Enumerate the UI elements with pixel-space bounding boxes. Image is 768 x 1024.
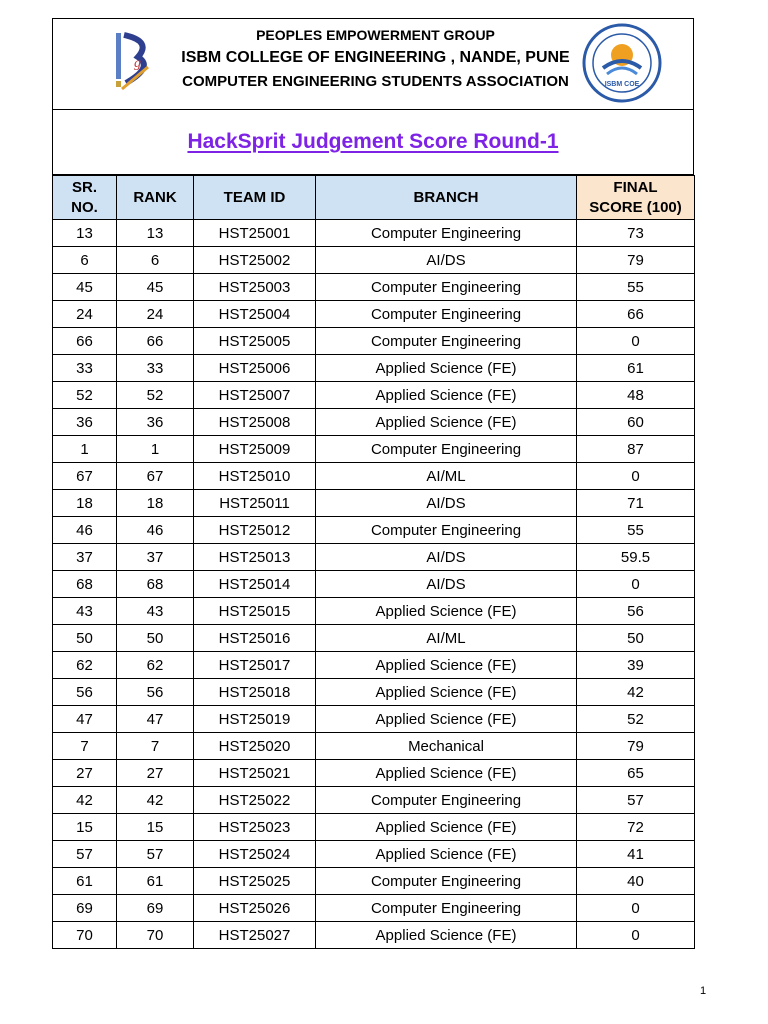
sr-no-cell: 61 (53, 868, 117, 895)
org-name: PEOPLES EMPOWERMENT GROUP (256, 27, 495, 43)
sr-no-cell: 52 (53, 382, 117, 409)
branch-cell: Computer Engineering (316, 436, 577, 463)
team-id-cell: HST25019 (194, 706, 316, 733)
branch-cell: AI/ML (316, 625, 577, 652)
sr-no-cell: 36 (53, 409, 117, 436)
team-id-cell: HST25007 (194, 382, 316, 409)
col-team-id: TEAM ID (194, 176, 316, 220)
branch-cell: AI/DS (316, 544, 577, 571)
branch-cell: Applied Science (FE) (316, 409, 577, 436)
sr-no-cell: 24 (53, 301, 117, 328)
team-id-cell: HST25008 (194, 409, 316, 436)
table-row (53, 760, 695, 787)
branch-cell: Applied Science (FE) (316, 841, 577, 868)
table-row (53, 895, 695, 922)
score-cell: 56 (577, 598, 695, 625)
team-id-cell: HST25016 (194, 625, 316, 652)
rank-cell: 1 (117, 436, 194, 463)
team-id-cell: HST25004 (194, 301, 316, 328)
sr-no-cell: 13 (53, 220, 117, 247)
score-cell: 73 (577, 220, 695, 247)
table-row (53, 652, 695, 679)
branch-cell: Computer Engineering (316, 787, 577, 814)
sr-no-cell: 47 (53, 706, 117, 733)
logo-text: ISBM COE (604, 81, 640, 88)
sr-no-cell: 67 (53, 463, 117, 490)
table-row (53, 922, 695, 949)
branch-cell: Computer Engineering (316, 220, 577, 247)
sr-no-cell: 27 (53, 760, 117, 787)
branch-cell: Computer Engineering (316, 868, 577, 895)
score-cell: 55 (577, 517, 695, 544)
team-id-cell: HST25009 (194, 436, 316, 463)
rank-cell: 62 (117, 652, 194, 679)
sr-no-cell: 43 (53, 598, 117, 625)
score-cell: 0 (577, 328, 695, 355)
rank-cell: 24 (117, 301, 194, 328)
rank-cell: 37 (117, 544, 194, 571)
table-row (53, 625, 695, 652)
score-cell: 48 (577, 382, 695, 409)
branch-cell: Applied Science (FE) (316, 814, 577, 841)
rank-cell: 43 (117, 598, 194, 625)
table-row (53, 598, 695, 625)
score-cell: 52 (577, 706, 695, 733)
score-cell: 72 (577, 814, 695, 841)
table-row (53, 301, 695, 328)
table-row (53, 328, 695, 355)
sr-no-cell: 37 (53, 544, 117, 571)
table-row (53, 355, 695, 382)
sr-no-cell: 46 (53, 517, 117, 544)
team-id-cell: HST25003 (194, 274, 316, 301)
branch-cell: AI/ML (316, 463, 577, 490)
team-id-cell: HST25021 (194, 760, 316, 787)
rank-cell: 50 (117, 625, 194, 652)
rank-cell: 15 (117, 814, 194, 841)
branch-cell: Computer Engineering (316, 517, 577, 544)
score-cell: 50 (577, 625, 695, 652)
score-cell: 42 (577, 679, 695, 706)
table-row (53, 409, 695, 436)
table-row (53, 490, 695, 517)
team-id-cell: HST25027 (194, 922, 316, 949)
team-id-cell: HST25026 (194, 895, 316, 922)
title-row (52, 109, 694, 175)
table-row (53, 517, 695, 544)
college-name: ISBM COLLEGE OF ENGINEERING , NANDE, PUNE (181, 49, 570, 66)
sr-no-cell: 42 (53, 787, 117, 814)
rank-cell: 61 (117, 868, 194, 895)
page-number: 1 (700, 985, 707, 997)
rank-cell: 70 (117, 922, 194, 949)
branch-cell: Computer Engineering (316, 301, 577, 328)
sr-no-cell: 57 (53, 841, 117, 868)
branch-cell: AI/DS (316, 247, 577, 274)
branch-cell: AI/DS (316, 490, 577, 517)
rank-cell: 66 (117, 328, 194, 355)
score-cell: 60 (577, 409, 695, 436)
score-cell: 41 (577, 841, 695, 868)
sr-no-cell: 45 (53, 274, 117, 301)
table-row (53, 247, 695, 274)
table-row (53, 733, 695, 760)
rank-cell: 57 (117, 841, 194, 868)
team-id-cell: HST25011 (194, 490, 316, 517)
table-header-row (53, 176, 695, 220)
branch-cell: Mechanical (316, 733, 577, 760)
table-row (53, 868, 695, 895)
score-cell: 40 (577, 868, 695, 895)
score-cell: 66 (577, 301, 695, 328)
team-id-cell: HST25023 (194, 814, 316, 841)
table-row (53, 382, 695, 409)
team-id-cell: HST25015 (194, 598, 316, 625)
table-row (53, 220, 695, 247)
sr-no-cell: 15 (53, 814, 117, 841)
rank-cell: 27 (117, 760, 194, 787)
score-cell: 0 (577, 895, 695, 922)
college-logo-icon (108, 27, 160, 101)
sr-no-cell: 18 (53, 490, 117, 517)
team-id-cell: HST25022 (194, 787, 316, 814)
sr-no-cell: 6 (53, 247, 117, 274)
sr-no-cell: 1 (53, 436, 117, 463)
branch-cell: Applied Science (FE) (316, 382, 577, 409)
rank-cell: 13 (117, 220, 194, 247)
rank-cell: 56 (117, 679, 194, 706)
table-row (53, 814, 695, 841)
rank-cell: 36 (117, 409, 194, 436)
table-row (53, 679, 695, 706)
association-logo-icon (581, 22, 663, 104)
rank-cell: 47 (117, 706, 194, 733)
score-cell: 0 (577, 922, 695, 949)
sr-no-cell: 66 (53, 328, 117, 355)
team-id-cell: HST25013 (194, 544, 316, 571)
sr-no-cell: 7 (53, 733, 117, 760)
score-cell: 59.5 (577, 544, 695, 571)
team-id-cell: HST25002 (194, 247, 316, 274)
score-cell: 57 (577, 787, 695, 814)
rank-cell: 68 (117, 571, 194, 598)
rank-cell: 46 (117, 517, 194, 544)
table-row (53, 436, 695, 463)
team-id-cell: HST25010 (194, 463, 316, 490)
rank-cell: 67 (117, 463, 194, 490)
score-cell: 79 (577, 733, 695, 760)
team-id-cell: HST25024 (194, 841, 316, 868)
table-row (53, 544, 695, 571)
sr-no-cell: 69 (53, 895, 117, 922)
sr-no-cell: 62 (53, 652, 117, 679)
table-row (53, 463, 695, 490)
table-row (53, 706, 695, 733)
header (52, 18, 694, 109)
svg-text:g: g (134, 56, 141, 71)
table-row (53, 787, 695, 814)
score-cell: 71 (577, 490, 695, 517)
score-cell: 87 (577, 436, 695, 463)
col-rank: RANK (117, 176, 194, 220)
score-sheet (52, 18, 694, 949)
branch-cell: Applied Science (FE) (316, 598, 577, 625)
score-cell: 65 (577, 760, 695, 787)
branch-cell: Applied Science (FE) (316, 922, 577, 949)
rank-cell: 33 (117, 355, 194, 382)
team-id-cell: HST25025 (194, 868, 316, 895)
table-row (53, 571, 695, 598)
branch-cell: Applied Science (FE) (316, 355, 577, 382)
team-id-cell: HST25005 (194, 328, 316, 355)
score-cell: 61 (577, 355, 695, 382)
team-id-cell: HST25014 (194, 571, 316, 598)
sr-no-cell: 33 (53, 355, 117, 382)
score-cell: 55 (577, 274, 695, 301)
rank-cell: 6 (117, 247, 194, 274)
col-branch: BRANCH (316, 176, 577, 220)
rank-cell: 7 (117, 733, 194, 760)
col-sr-no: SR. NO. (53, 176, 117, 220)
sr-no-cell: 56 (53, 679, 117, 706)
score-cell: 79 (577, 247, 695, 274)
team-id-cell: HST25017 (194, 652, 316, 679)
branch-cell: Applied Science (FE) (316, 679, 577, 706)
page-title: HackSprit Judgement Score Round-1 (187, 130, 559, 153)
branch-cell: Applied Science (FE) (316, 760, 577, 787)
table-row (53, 274, 695, 301)
branch-cell: Computer Engineering (316, 328, 577, 355)
branch-cell: Computer Engineering (316, 895, 577, 922)
association-name: COMPUTER ENGINEERING STUDENTS ASSOCIATION (182, 73, 569, 90)
sr-no-cell: 68 (53, 571, 117, 598)
table-row (53, 841, 695, 868)
rank-cell: 45 (117, 274, 194, 301)
rank-cell: 18 (117, 490, 194, 517)
rank-cell: 42 (117, 787, 194, 814)
branch-cell: Applied Science (FE) (316, 652, 577, 679)
score-cell: 39 (577, 652, 695, 679)
score-cell: 0 (577, 571, 695, 598)
team-id-cell: HST25020 (194, 733, 316, 760)
col-final-score: FINAL SCORE (100) (577, 176, 695, 220)
branch-cell: AI/DS (316, 571, 577, 598)
branch-cell: Computer Engineering (316, 274, 577, 301)
team-id-cell: HST25006 (194, 355, 316, 382)
team-id-cell: HST25001 (194, 220, 316, 247)
rank-cell: 52 (117, 382, 194, 409)
sr-no-cell: 70 (53, 922, 117, 949)
rank-cell: 69 (117, 895, 194, 922)
score-table (52, 175, 695, 949)
score-cell: 0 (577, 463, 695, 490)
branch-cell: Applied Science (FE) (316, 706, 577, 733)
sr-no-cell: 50 (53, 625, 117, 652)
team-id-cell: HST25018 (194, 679, 316, 706)
team-id-cell: HST25012 (194, 517, 316, 544)
